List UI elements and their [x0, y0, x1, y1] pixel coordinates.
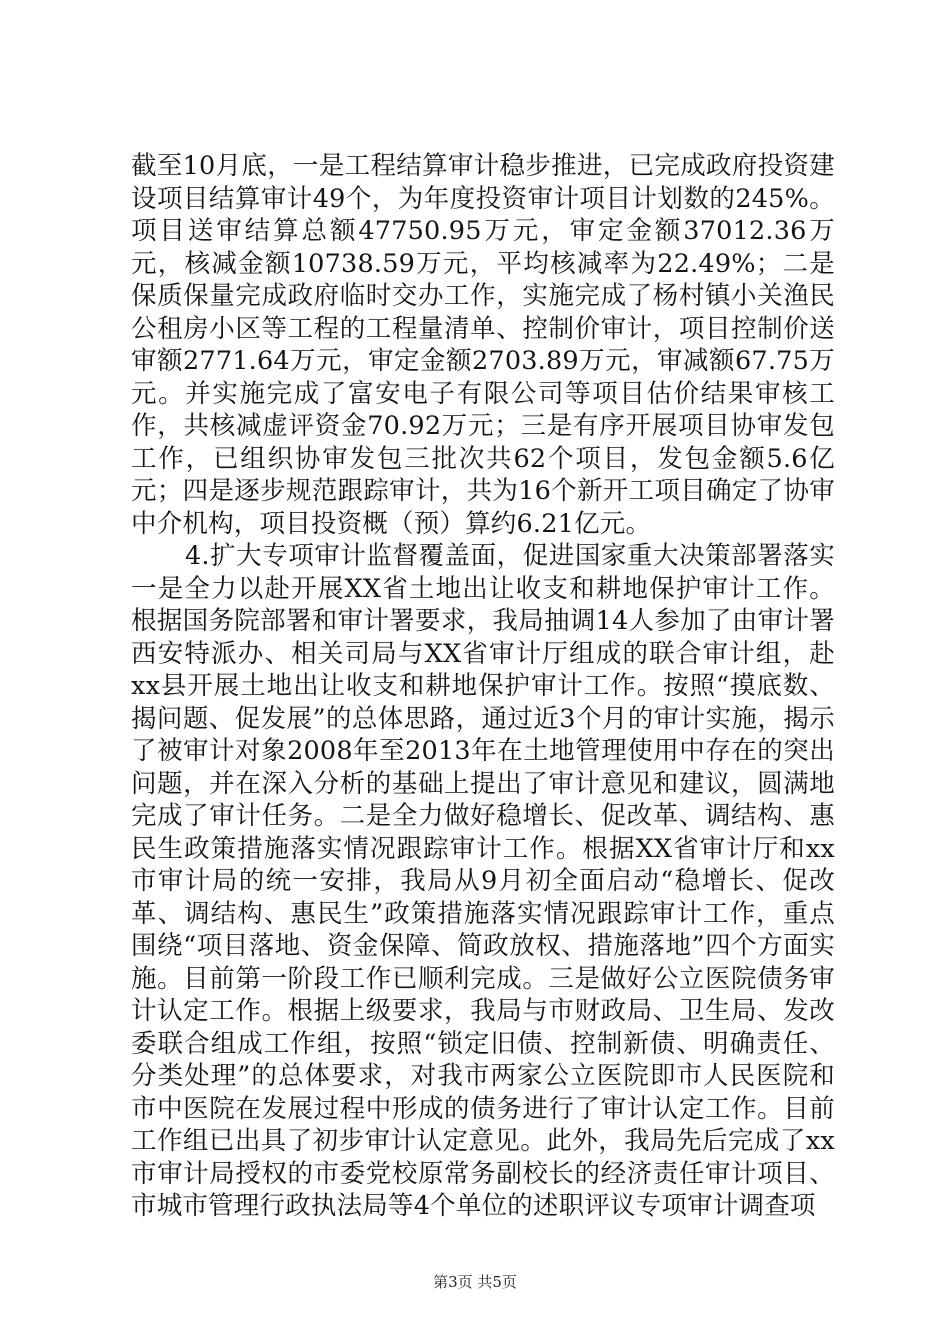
body-text — [131, 150, 835, 1223]
page-footer: 第3页 共5页 — [433, 1273, 517, 1291]
paragraph-investment-audit: 截至10月底，一是工程结算审计稳步推进，已完成政府投资建设项目结算审计49个，为年度投资审计项目计划数的245%。项目送审结算总额47750.95万元，审定金额37012.36万元，核减金额10738.59万元，平均核减率为22.49%；二是保质保量完成政府临时交办工作，实施完成了杨村镇小关渔民公租房小区等工程的工程量清单、控制价审计，项目控制价送审额2771.64万元，审定金额2703.89万元，审减额67.75万元。并实施完成了富安电子有限公司等项目估价结果审核工作，共核减虚评资金70.92万元；三是有序开展项目协审发包工作，已组织协审发包三批次共62个项目，发包金额5.6亿元；四是逐步规范跟踪审计，共为16个新开工项目确定了协审中介机构，项目投资概（预）算约6.21亿元。 — [131, 151, 835, 539]
paragraph-special-audit: 4.扩大专项审计监督覆盖面，促进国家重大决策部署落实一是全力以赴开展XX省土地出让收支和耕地保护审计工作。根据国务院部署和审计署要求，我局抽调14人参加了由审计署西安特派办、相关司局与XX省审计厅组成的联合审计组，赴xx县开展土地出让收支和耕地保护审计工作。按照“摸底数、揭问题、促发展”的总体思路，通过近3个月的审计实施，揭示了被审计对象2008年至2013年在土地管理使用中存在的突出问题，并在深入分析的基础上提出了审计意见和建议，圆满地完成了审计任务。二是全力做好稳增长、促改革、调结构、惠民生政策措施落实情况跟踪审计工作。根据XX省审计厅和xx市审计局的统一安排，我局从9月初全面启动“稳增长、促改革、调结构、惠民生”政策措施落实情况跟踪审计工作，重点围绕“项目落地、资金保障、简政放权、措施落地”四个方面实施。目前第一阶段工作已顺利完成。三是做好公立医院债务审计认定工作。根据上级要求，我局与市财政局、卫生局、发改委联合组成工作组，按照“锁定旧债、控制新债、明确责任、分类处理”的总体要求，对我市两家公立医院即市人民医院和市中医院在发展过程中形成的债务进行了审计认定工作。目前工作组已出具了初步审计认定意见。此外，我局先后完成了xx市审计局授权的市委党校原常务副校长的经济责任审计项目、市城市管理行政执法局等4个单位的述职评议专项审计调查项 — [131, 541, 835, 1221]
